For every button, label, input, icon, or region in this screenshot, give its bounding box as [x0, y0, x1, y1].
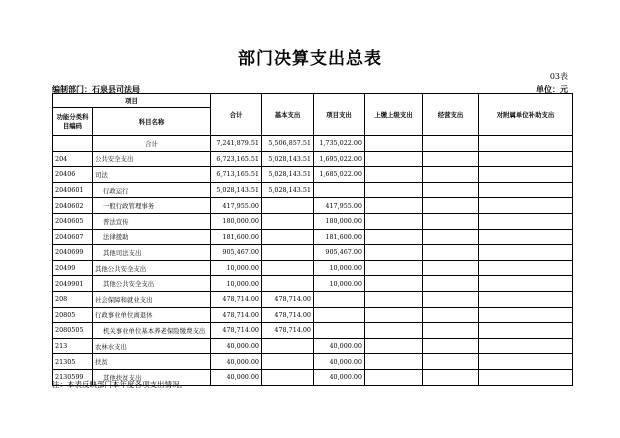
cell-project	[314, 307, 365, 323]
cell-basic: 478,714.00	[262, 307, 314, 323]
cell-basic	[262, 213, 314, 229]
cell-empty	[365, 245, 423, 261]
cell-name: 其他公共安全支出	[93, 276, 211, 292]
cell-name: 司法	[93, 167, 211, 183]
table-row	[53, 167, 573, 183]
cell-name: 机关事业单位基本养老保险缴费支出	[93, 323, 211, 339]
cell-code: 20406	[53, 167, 93, 183]
cell-total: 6,713,165.51	[211, 167, 262, 183]
cell-project: 40,000.00	[314, 338, 365, 354]
cell-name: 一般行政管理事务	[93, 198, 211, 214]
cell-project: 1,735,022.00	[314, 136, 365, 152]
header-business: 经营支出	[423, 94, 479, 136]
cell-total: 40,000.00	[211, 338, 262, 354]
cell-code: 20499	[53, 260, 93, 276]
cell-name: 扶贫	[93, 354, 211, 370]
cell-basic: 478,714.00	[262, 323, 314, 339]
cell-empty	[479, 260, 573, 276]
cell-empty	[479, 136, 573, 152]
cell-empty	[423, 182, 479, 198]
cell-empty	[479, 198, 573, 214]
header-basic: 基本支出	[262, 94, 314, 136]
cell-total: 478,714.00	[211, 323, 262, 339]
cell-empty	[365, 151, 423, 167]
header-project: 项目支出	[314, 94, 365, 136]
cell-name: 其他公共安全支出	[93, 260, 211, 276]
table-row	[53, 307, 573, 323]
cell-code: 208	[53, 291, 93, 307]
cell-code: 21305	[53, 354, 93, 370]
cell-total: 7,241,879.51	[211, 136, 262, 152]
table-row	[53, 276, 573, 292]
cell-empty	[423, 260, 479, 276]
cell-total: 6,723,165.51	[211, 151, 262, 167]
cell-empty	[423, 338, 479, 354]
org-label: 编制部门：石泉县司法局	[52, 84, 140, 94]
cell-basic: 5,506,857.51	[262, 136, 314, 152]
cell-empty	[423, 369, 479, 385]
cell-name: 普法宣传	[93, 213, 211, 229]
cell-empty	[479, 167, 573, 183]
cell-total: 417,955.00	[211, 198, 262, 214]
table-row	[53, 354, 573, 370]
cell-empty	[423, 229, 479, 245]
cell-code: 2040699	[53, 245, 93, 261]
table-row	[53, 229, 573, 245]
cell-empty	[365, 229, 423, 245]
table-number: 03表	[549, 72, 568, 81]
cell-code: 2040602	[53, 198, 93, 214]
cell-empty	[423, 213, 479, 229]
table-row	[53, 245, 573, 261]
cell-empty	[423, 354, 479, 370]
cell-project	[314, 182, 365, 198]
header-name: 科目名称	[93, 108, 211, 136]
cell-empty	[365, 276, 423, 292]
cell-project: 10,000.00	[314, 276, 365, 292]
cell-total: 10,000.00	[211, 260, 262, 276]
cell-name: 其他司法支出	[93, 245, 211, 261]
cell-project	[314, 323, 365, 339]
cell-empty	[365, 338, 423, 354]
table-row	[53, 338, 573, 354]
cell-empty	[423, 198, 479, 214]
cell-project: 180,000.00	[314, 213, 365, 229]
cell-code: 204	[53, 151, 93, 167]
cell-empty	[479, 182, 573, 198]
table-row	[53, 151, 573, 167]
cell-empty	[423, 291, 479, 307]
header-upper: 上缴上级支出	[365, 94, 423, 136]
cell-empty	[479, 354, 573, 370]
cell-code: 213	[53, 338, 93, 354]
cell-name: 法律援助	[93, 229, 211, 245]
page-title: 部门决算支出总表	[238, 49, 382, 69]
cell-project: 1,685,022.00	[314, 167, 365, 183]
cell-empty	[365, 136, 423, 152]
cell-basic: 478,714.00	[262, 291, 314, 307]
cell-empty	[423, 323, 479, 339]
cell-empty	[479, 276, 573, 292]
cell-basic	[262, 198, 314, 214]
cell-project	[314, 291, 365, 307]
cell-total: 478,714.00	[211, 291, 262, 307]
cell-empty	[423, 136, 479, 152]
cell-total: 905,467.00	[211, 245, 262, 261]
cell-total: 40,000.00	[211, 369, 262, 385]
cell-project: 40,000.00	[314, 354, 365, 370]
cell-empty	[423, 167, 479, 183]
cell-empty	[365, 369, 423, 385]
cell-empty	[423, 307, 479, 323]
cell-code: 2040605	[53, 213, 93, 229]
cell-name: 行政运行	[93, 182, 211, 198]
header-item: 项目	[53, 94, 211, 108]
unit-label: 单位：元	[536, 84, 568, 94]
cell-name: 行政事业单位离退休	[93, 307, 211, 323]
cell-total: 40,000.00	[211, 354, 262, 370]
cell-total: 5,028,143.51	[211, 182, 262, 198]
cell-code	[53, 136, 93, 152]
cell-basic	[262, 229, 314, 245]
cell-basic	[262, 369, 314, 385]
cell-empty	[423, 276, 479, 292]
cell-empty	[479, 151, 573, 167]
header-total: 合计	[211, 94, 262, 136]
table-row	[53, 291, 573, 307]
cell-total: 478,714.00	[211, 307, 262, 323]
table-row	[53, 260, 573, 276]
header-code: 功能分类科目编码	[53, 108, 93, 136]
table-row	[53, 213, 573, 229]
cell-basic: 5,028,143.51	[262, 151, 314, 167]
cell-name: 农林水支出	[93, 338, 211, 354]
cell-name: 其他扶贫支出	[93, 369, 211, 385]
cell-total: 181,600.00	[211, 229, 262, 245]
cell-basic	[262, 354, 314, 370]
cell-basic: 5,028,143.51	[262, 182, 314, 198]
cell-project: 10,000.00	[314, 260, 365, 276]
cell-empty	[479, 245, 573, 261]
table-row	[53, 323, 573, 339]
cell-code: 2080505	[53, 323, 93, 339]
cell-project: 1,695,022.00	[314, 151, 365, 167]
cell-empty	[365, 182, 423, 198]
cell-project: 40,000.00	[314, 369, 365, 385]
cell-empty	[365, 213, 423, 229]
cell-empty	[479, 213, 573, 229]
cell-empty	[423, 151, 479, 167]
cell-basic	[262, 276, 314, 292]
cell-empty	[479, 307, 573, 323]
cell-basic	[262, 338, 314, 354]
expenditure-table	[52, 93, 573, 386]
cell-code: 2130599	[53, 369, 93, 385]
cell-empty	[479, 338, 573, 354]
footnote: 注：本表反映部门本年度各项支出情况。	[52, 380, 187, 389]
cell-basic	[262, 260, 314, 276]
table-row	[53, 136, 573, 152]
cell-empty	[365, 307, 423, 323]
cell-empty	[365, 323, 423, 339]
cell-empty	[479, 323, 573, 339]
table-row	[53, 182, 573, 198]
cell-basic: 5,028,143.51	[262, 167, 314, 183]
cell-code: 2040607	[53, 229, 93, 245]
cell-empty	[479, 229, 573, 245]
cell-empty	[365, 198, 423, 214]
table-row	[53, 198, 573, 214]
cell-total: 180,000.00	[211, 213, 262, 229]
cell-name: 公共安全支出	[93, 151, 211, 167]
cell-name: 合计	[93, 136, 211, 152]
cell-empty	[365, 291, 423, 307]
table-body	[53, 136, 573, 386]
cell-empty	[365, 260, 423, 276]
cell-empty	[479, 369, 573, 385]
cell-empty	[423, 245, 479, 261]
cell-basic	[262, 245, 314, 261]
cell-project: 905,467.00	[314, 245, 365, 261]
header-subsidy: 对附属单位补助支出	[479, 94, 573, 136]
cell-empty	[365, 167, 423, 183]
cell-name: 社会保障和就业支出	[93, 291, 211, 307]
cell-code: 2049901	[53, 276, 93, 292]
cell-empty	[365, 354, 423, 370]
cell-empty	[479, 291, 573, 307]
cell-total: 10,000.00	[211, 276, 262, 292]
cell-project: 181,600.00	[314, 229, 365, 245]
cell-code: 20805	[53, 307, 93, 323]
cell-code: 2040601	[53, 182, 93, 198]
cell-project: 417,955.00	[314, 198, 365, 214]
